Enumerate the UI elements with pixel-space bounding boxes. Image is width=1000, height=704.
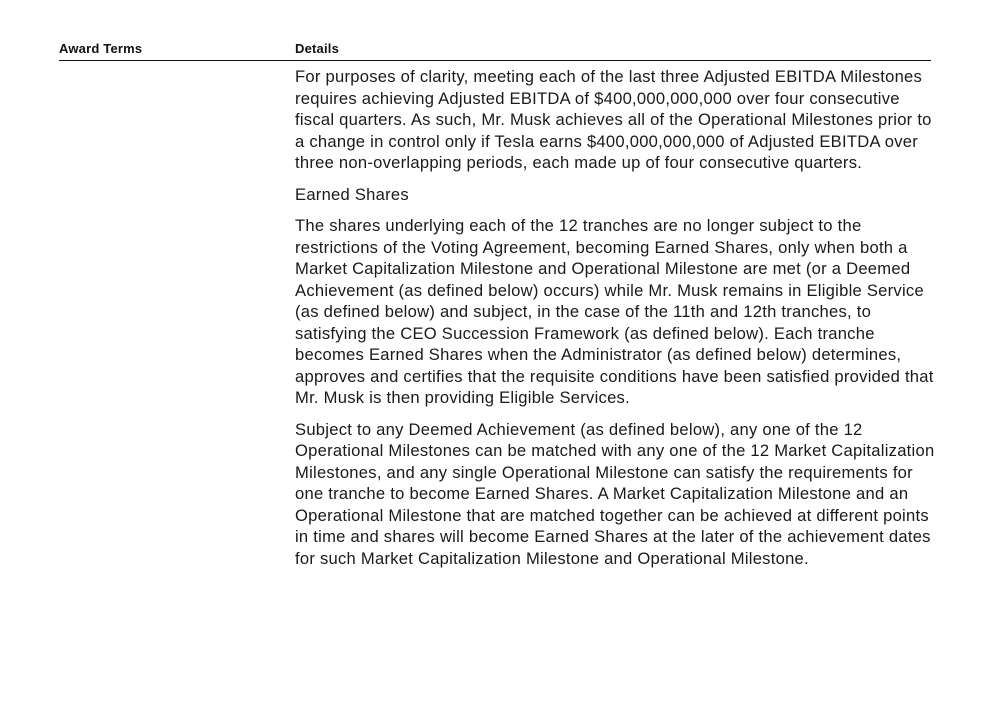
milestone-matching-paragraph: Subject to any Deemed Achievement (as defined below), any one of the 12 Operational Milestones can be matched with any one of the 12 Market Capitalization Milestones, and any single Operational Milestone can satisfy the requirements for one tranche to become Earned Shares. A Market Capitalization Milestone and an Operational Milestone that are matched together can be achieved at different points in time and shares will become Earned Shares at the later of the achievement dates for such Market Capitalization Milestone and Operational Milestone. <box>295 419 935 568</box>
award-terms-column-header: Award Terms <box>59 41 143 56</box>
earned-shares-subheading: Earned Shares <box>295 184 409 204</box>
earned-shares-paragraph: The shares underlying each of the 12 tranches are no longer subject to the restrictions of the Voting Agreement, becoming Earned Shares, only when both a Market Capitalization Milestone and Operational Milestone are met (or a Deemed Achievement (as defined below) occurs) while Mr. Musk remains in Eligible Service (as defined below) and subject, in the case of the 11th and 12th tranches, to satisfying the CEO Succession Framework (as defined below). Each tranche becomes Earned Shares when the Administrator (as defined below) determines, approves and certifies that the requisite conditions have been satisfied provided that Mr. Musk is then providing Eligible Services. <box>295 216 934 407</box>
adjusted-ebitda-clarification-paragraph: For purposes of clarity, meeting each of the last three Adjusted EBITDA Milestones requires achieving Adjusted EBITDA of $400,000,000,000 over four consecutive fiscal quarters. As such, Mr. Musk achieves all of the Operational Milestones prior to a change in control only if Tesla earns $400,000,000,000 of Adjusted EBITDA over three non-overlapping periods, each made up of four consecutive quarters. <box>295 67 932 172</box>
table-header-row <box>59 38 931 61</box>
details-cell <box>295 66 935 579</box>
details-column-header: Details <box>295 41 340 56</box>
